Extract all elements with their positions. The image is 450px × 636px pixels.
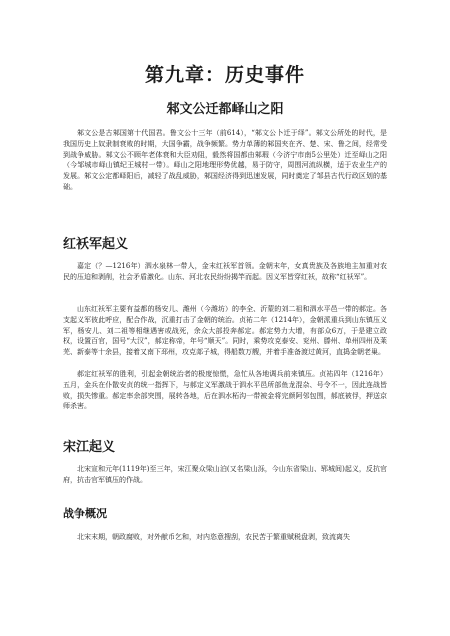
paragraph-song-jiang: 北宋宣和元年(1119年)至三年，宋江聚众梁山泊(又名梁山泺，今山东省梁山、郓城间)起义，反抗官府，抗击官军镇压的作战。 (63, 465, 387, 484)
section-title-war-overview: 战争概况 (63, 507, 107, 520)
paragraph-war-overview: 北宋末期，朝政腐败，对外献币乞和，对内恣意搜刮，农民苦于繁重赋税盘剥，致流离失 (77, 533, 350, 541)
section-title-red-jacket-army: 红袄军起义 (63, 237, 129, 252)
section-title-song-jiang: 宋江起义 (63, 440, 116, 455)
paragraph-red-jacket-3: 郝定红袄军的胜利，引起金朝统治者的极度惊慌，急忙从各地调兵前来镇压。贞祐四年（1216年）五月，金兵在仆散安贞的统一指挥下，与郝定义军激战于泗水平邑所部鱼龙混杂、号令不一，因此连战皆败，损失惨重。郝定率余部突围，展转各地，后在泗水柘沟一带被金将完颜阿邻包围，郝底被俘，押送京师杀害。 (63, 370, 387, 411)
paragraph-zhu-wen-gong: 邾文公是古邾国第十代国君。鲁文公十三年（前614），“邾文公卜迁于绎”。邾文公所处的时代，是我国历史上奴隶制衰败的时期，大国争霸，战争频繁。势力单薄的邾国夹在齐、楚、宋、鲁之间，经常受到战争威胁。邾文公不顾年老体衰和大臣劝阻，毅然将国都由邾瑕（今济宁市南5公里处）迁至峄山之阳（今邹城市峄山镇纪王城村一带）。峄山之阳地理形势优越，易于防守，周围河流纵横，适于农业生产的发展。邾文公定都峄阳后，减轻了战乱威胁，邾国经济得到迅速发展，同时奠定了邹县古代行政区划的基础。 (63, 129, 387, 191)
paragraph-red-jacket-1: 嘉定（？—1216年）泗水泉林一带人，金末红袄军首领。金朝末年，女真贵族及各族地主加重对农民的压迫和剥削，社会矛盾激化。山东、河北农民纷纷揭竿而起。因义军皆穿红袄，故称“红袄军”。 (63, 262, 387, 281)
section-title-zhu-wen-gong: 邾文公迁都峄山之阳 (166, 102, 284, 117)
chapter-title: 第九章：历史事件 (144, 64, 305, 86)
paragraph-red-jacket-2: 山东红袄军主要有益都的杨安儿、潍州（今潍坊）的李全、沂蒙的刘二祖和泗水平邑一带的郝定。各支起义军彼此呼应，配合作战，沉重打击了金朝的统治。贞祐二年（1214年），金朝派重兵到山东镇压义军，杨安儿、刘二祖等相继遇害或战死，余众大部投奔郝定。郝定势力大增，有部众6万，于是建立政权，设置百官，国号“大汉”，郝定称帝，年号“顺天”。同时，乘势攻克泰安、兖州、滕州、单州四州及莱芜、新泰等十余县，接着又南下邳州，攻克郯子城，得船数万艘，并着手准备渡过黄河，直捣金朝老巢。 (63, 305, 387, 357)
